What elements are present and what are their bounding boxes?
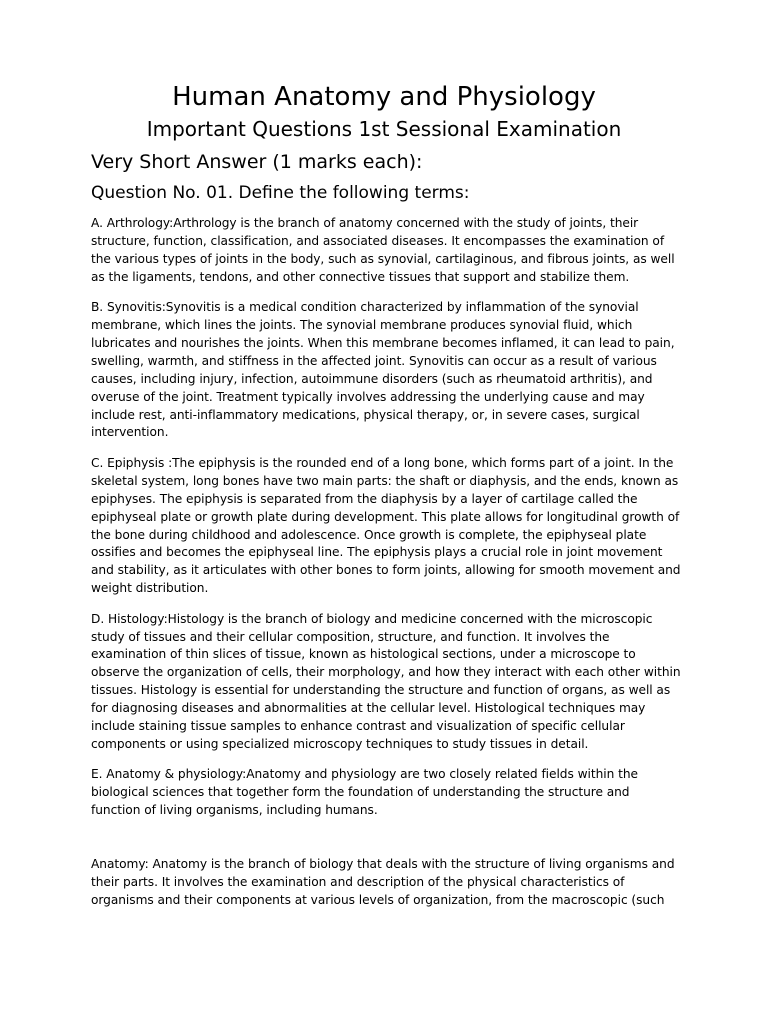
paragraph-anatomy: Anatomy: Anatomy is the branch of biology that deals with the structure of living organisms and their parts. It involves the examination and description of the physical characteristics of organisms and their components at various levels of organization, from the macroscopic (such [91,857,675,907]
paragraph-histology: D. Histology:Histology is the branch of biology and medicine concerned with the microscopic study of tissues and their cellular composition, structure, and function. It involves the examination of thin slices of tissue, known as histological sections, under a microscope to observe the organization of cells, their morphology, and how they interact with each other within tissues. Histology is essential for understanding the structure and function of organs, as well as for diagnosing diseases and abnormalities at the cellular level. Histological techniques may include staining tissue samples to enhance contrast and visualization of specific cellular components or using specialized microscopy techniques to study tissues in detail. [91,611,681,751]
section-heading: Very Short Answer (1 marks each): [91,151,423,173]
paragraph-anatomy-physiology: E. Anatomy & physiology:Anatomy and physiology are two closely related fields within the biological sciences that together form the foundation of understanding the structure and function of living organisms, including humans. [91,767,638,818]
document-subtitle: Important Questions 1st Sessional Examination [146,117,622,141]
question-heading: Question No. 01. Define the following terms: [91,183,470,203]
document-title: Human Anatomy and Physiology [172,82,596,112]
paragraph-arthrology: A. Arthrology:Arthrology is the branch of anatomy concerned with the study of joints, their structure, function, classification, and associated diseases. It encompasses the examination of the various types of joints in the body, such as synovial, cartilaginous, and fibrous joints, as well as the ligaments, tendons, and other connective tissues that support and stabilize them. [91,216,675,284]
paragraph-epiphysis: C. Epiphysis :The epiphysis is the rounded end of a long bone, which forms part of a joint. In the skeletal system, long bones have two main parts: the shaft or diaphysis, and the ends, known as epiphyses. The epiphysis is separated from the diaphysis by a layer of cartilage called the epiphyseal plate or growth plate during development. This plate allows for longitudinal growth of the bone during childhood and adolescence. Once growth is complete, the epiphyseal plate ossifies and becomes the epiphyseal line. The epiphysis plays a crucial role in joint movement and stability, as it articulates with other bones to form joints, allowing for smooth movement and weight distribution. [91,455,681,596]
document-body [91,215,681,922]
paragraph-synovitis: B. Synovitis:Synovitis is a medical condition characterized by inflammation of the synovial membrane, which lines the joints. The synovial membrane produces synovial fluid, which lubricates and nourishes the joints. When this membrane becomes inflamed, it can lead to pain, swelling, warmth, and stiffness in the affected joint. Synovitis can occur as a result of various causes, including injury, infection, autoimmune disorders (such as rheumatoid arthritis), and overuse of the joint. Treatment typically involves addressing the underlying cause and may include rest, anti-inflammatory medications, physical therapy, or, in severe cases, surgical intervention. [91,300,675,440]
